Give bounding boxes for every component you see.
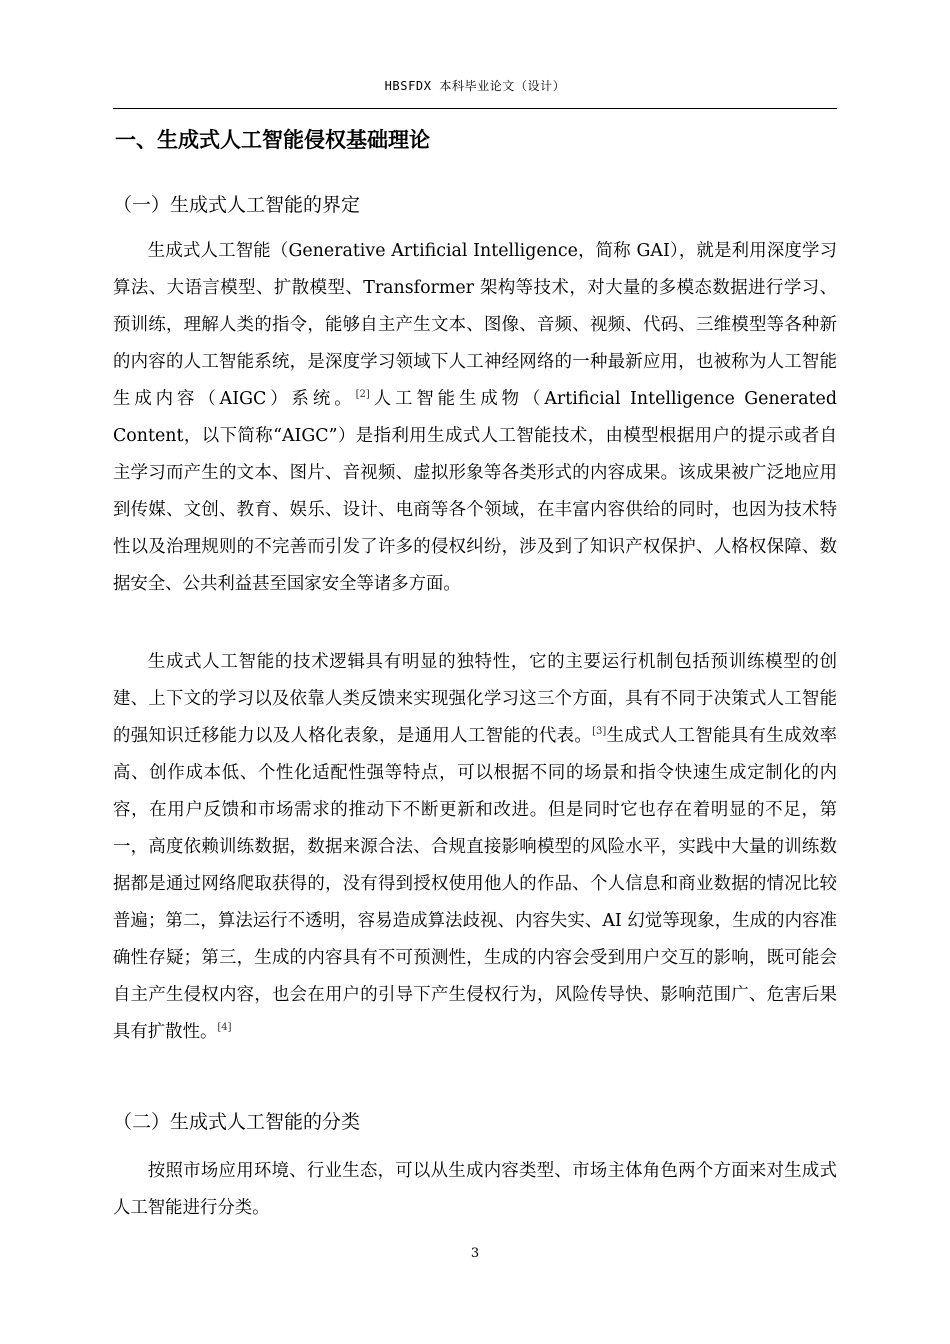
running-header: HBSFDX 本科毕业论文（设计） [384, 79, 566, 93]
citation-ref: [3] [592, 726, 607, 737]
section-2-paragraph-1: 按照市场应用环境、行业生态，可以从生成内容类型、市场主体角色两个方面来对生成式人工智能进行分类。 [113, 1161, 837, 1218]
section-1-paragraph-1 [113, 233, 837, 603]
section-2-title: （二）生成式人工智能的分类 [113, 1111, 361, 1133]
section-1-paragraph-2 [113, 644, 837, 1051]
citation-ref: [4] [217, 1022, 232, 1033]
paragraph-text: 人工智能生成物（Artificial Intelligence Generated Content，以下简称“AIGC”）是指利用生成式人工智能技术，由模型根据用户的提示或者自主学习而产生的文本、图片、音视频、虚拟形象等各类形式的内容成果。该成果被广泛地应用到传媒、文创、教育、娱乐、设计、电商等各个领域，在丰富内容供给的同时，也因为技术特性以及治理规则的不完善而引发了许多的侵权纠纷，涉及到了知识产权保护、人格权保障、数据安全、公共利益甚至国家安全等诸多方面。 [113, 389, 837, 594]
paragraph-text: 生成式人工智能具有生成效率高、创作成本低、个性化适配性强等特点，可以根据不同的场景和指令快速生成定制化的内容，在用户反馈和市场需求的推动下不断更新和改进。但是同时它也存在着明显的不足，第一，高度依赖训练数据，数据来源合法、合规直接影响模型的风险水平，实践中大量的训练数据都是通过网络爬取获得的，没有得到授权使用他人的作品、个人信息和商业数据的情况比较普遍；第二，算法运行不透明，容易造成算法歧视、内容失实、AI 幻觉等现象，生成的内容准确性存疑；第三，生成的内容具有不可预测性，生成的内容会受到用户交互的影响，既可能会自主产生侵权内容，也会在用户的引导下产生侵权行为，风险传导快、影响范围广、危害后果具有扩散性。 [113, 726, 837, 1042]
section-1-title: （一）生成式人工智能的界定 [113, 194, 361, 216]
paragraph-text: 生成式人工智能的技术逻辑具有明显的独特性，它的主要运行机制包括预训练模型的创建、上下文的学习以及依靠人类反馈来实现强化学习这三个方面，具有不同于决策式人工智能的强知识迁移能力以及人格化表象，是通用人工智能的代表。 [113, 652, 837, 746]
paragraph-text: 生成式人工智能（Generative Artificial Intelligence，简称 GAI），就是利用深度学习算法、大语言模型、扩散模型、Transformer 架构等技术，对大量的多模态数据进行学习、预训练，理解人类的指令，能够自主产生文本、图像、音频、视频、代码、三维模型等各种新的内容的人工智能系统，是深度学习领域下人工神经网络的一种最新应用，也被称为人工智能生成内容（AIGC）系统。 [113, 241, 837, 409]
page-number: 3 [470, 1246, 480, 1261]
chapter-title: 一、生成式人工智能侵权基础理论 [115, 128, 430, 152]
header-rule [113, 108, 837, 109]
citation-ref: [2] [355, 389, 370, 400]
